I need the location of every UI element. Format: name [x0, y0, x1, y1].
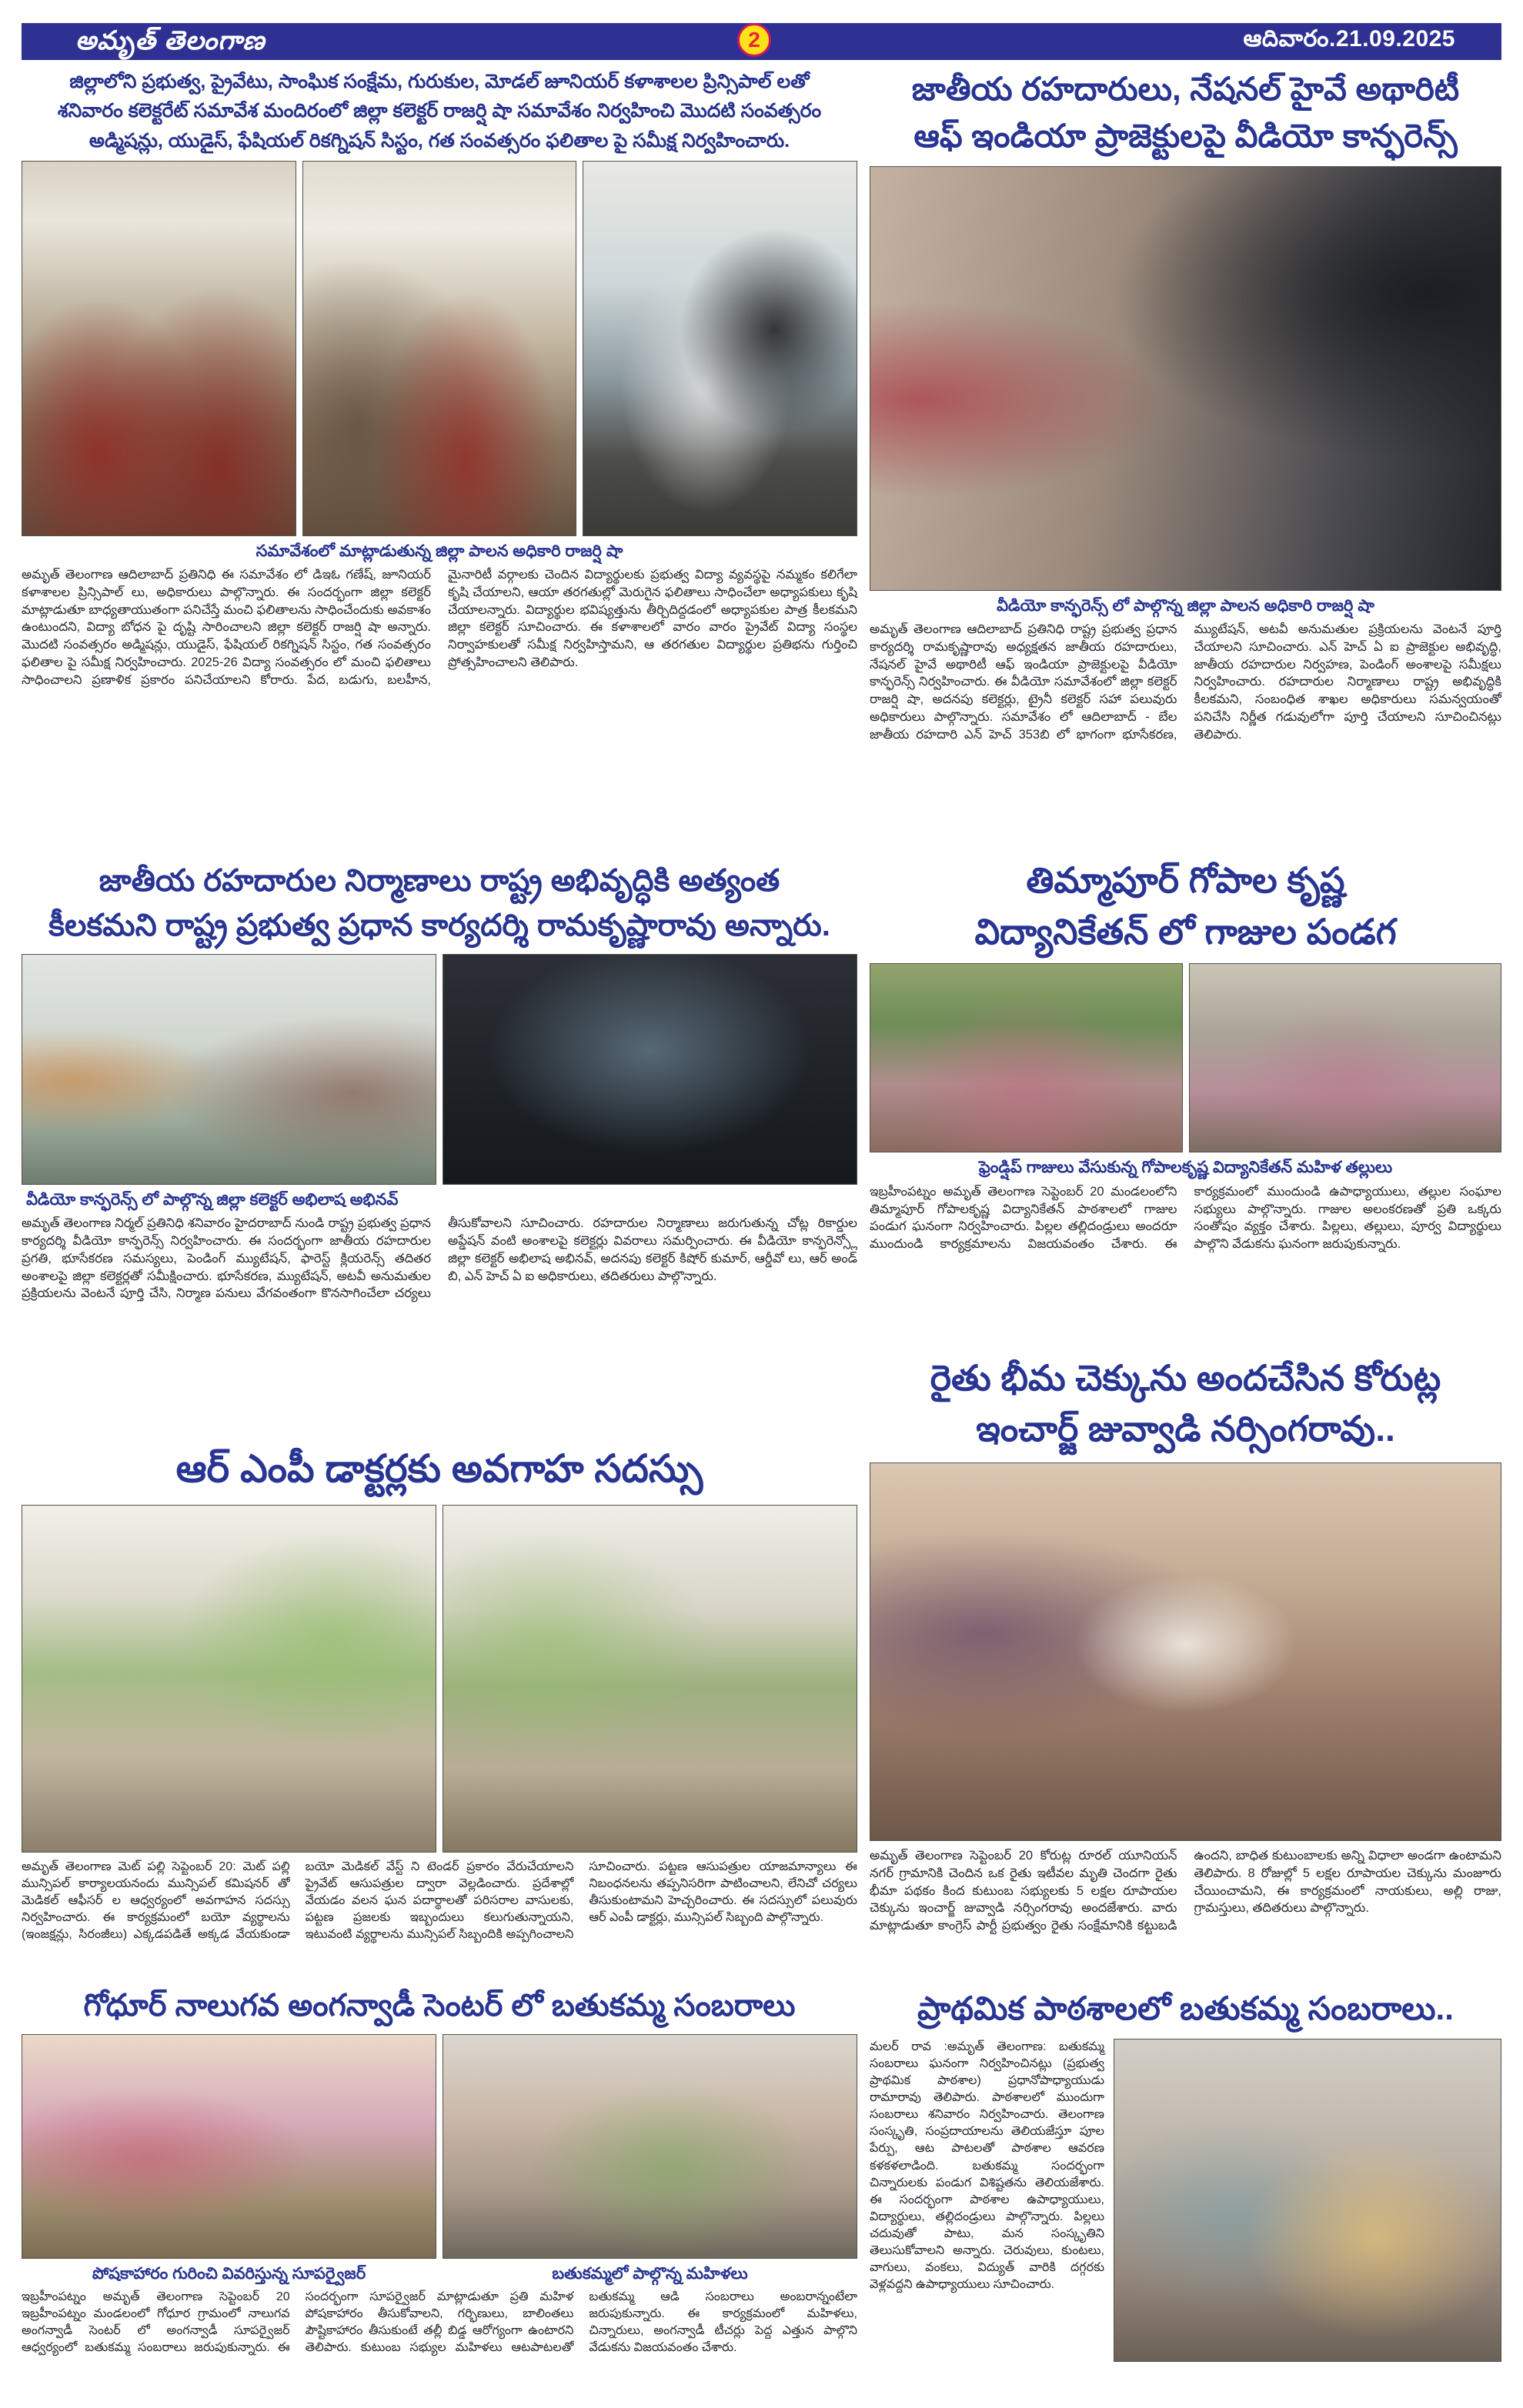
- article-body: అమృత్ తెలంగాణ ఆదిలాబాద్ ప్రతినిధి ఈ సమావేశం లో డిఇఓ గణేష్, జూనియర్ కళాశాలల ప్రిన్సిపాల్ లు, అధికారులు పాల్గొన్నారు. ఈ సందర్భంగా జిల్లా కలెక్టర్ మాట్లాడుతూ బాధ్యతాయుతంగా పనిచేస్తే మంచి ఫలితాలను సాధించేందుకు అవకాశం ఉంటుందని, విద్యా బోధన పై దృష్టి సారించాలని జిల్లా కలెక్టర్ రాజర్షి షా అన్నారు. మొదటి సంవత్సరం అడ్మిషన్లు, యుడైస్, ఫేషియల్ రికగ్నిషన్ సిస్టం, గత సంవత్సరం ఫలితాల పై సమీక్ష నిర్వహించారు. 2025-26 విద్యా సంవత్సరం లో మంచి ఫలితాలు సాధించాలని ప్రణాళిక ప్రకారం పనిచేయాలని కోరారు. పేద, బడుగు, బలహీన, మైనారిటీ వర్గాలకు చెందిన విద్యార్థులకు ప్రభుత్వ విద్యా వ్యవస్థపై నమ్మకం కలిగేలా కృషి చేయాలని, ఆయా తరగతుల్లో మెరుగైన ఫలితాలు సాధించేలా అధ్యాపకులు కృషి చేయాలన్నారు. విద్యార్థుల భవిష్యత్తును తీర్చిదిద్దడంలో అధ్యాపకుల పాత్ర కీలకమని జిల్లా కలెక్టర్ సూచించారు. ఈ కళాశాలలో వారం వారం ప్రైవేట్ విద్యా సంస్థల నిర్వాహకులతో సమీక్ష నిర్వహిస్తామని, ఆ తరగతుల విద్యార్థుల ప్రతిభను గుర్తించి ప్రోత్సహించాలని తెలిపారు.: [22, 568, 857, 687]
- photo-collector-hall-left: [22, 161, 296, 536]
- headline-line: జాతీయ రహదారులు, నేషనల్ హైవే అథారిటీ: [911, 71, 1460, 107]
- headline-line: ఆర్ ఎంపీ డాక్టర్లకు అవగాహ సదస్సు: [175, 1447, 703, 1491]
- photo-bangles-circle: [1189, 963, 1502, 1152]
- page-number-badge: [737, 23, 771, 57]
- photo-caption: సమావేశంలో మాట్లాడుతున్న జిల్లా పాలన అధికారి రాజర్షి షా: [256, 542, 623, 560]
- photo-caption: ఫ్రెండ్షిప్ గాజులు వేసుకున్న గోపాలకృష్ణ విద్యానికేతన్ మహిళ తల్లులు: [978, 1159, 1393, 1177]
- article-body: అమృత్ తెలంగాణ నిర్మల్ ప్రతినిధి శనివారం హైదరాబాద్ నుండి రాష్ట్ర ప్రభుత్వ ప్రధాన కార్యదర్శి వీడియో కాన్ఫరెన్స్ నిర్వహించారు. ఈ సందర్భంగా జాతీయ రహదారుల ప్రగతి, భూసేకరణ సమస్యలు, పెండింగ్ మ్యుటేషన్, ఫారెస్ట్ క్లియరెన్స్ తదితర అంశాలపై జిల్లా కలెక్టర్లతో సమీక్షించారు. భూసేకరణ, మ్యుటేషన్, అటవీ అనుమతుల ప్రక్రియలను వెంటనే పూర్తి చేసి, నిర్మాణ పనులు వేగవంతంగా కొనసాగించేలా చర్యలు తీసుకోవాలని సూచించారు. రహదారుల నిర్మాణాలు జరుగుతున్న చోట్ల రికార్డుల అప్డేషన్ వంటి అంశాలపై కలెక్టర్లు వివరాలు సమర్పించారు. ఈ వీడియో కాన్ఫరెన్స్లో జిల్లా కలెక్టర్ అభిలాష అభినవ్, అదనపు కలెక్టర్ కిషోర్ కుమార్, ఆర్డీవో లు, ఆర్ అండ్ బి, ఎన్ హెచ్ ఏ ఐ అధికారులు, తదితరులు పాల్గొన్నారు.: [22, 1216, 857, 1301]
- right-column: [870, 66, 1501, 2408]
- article-body: ఇబ్రహీంపట్నం అమృత్ తెలంగాణ సెప్టెంబర్ 20 మండలంలోని తిమ్మాపూర్ గోపాలకృష్ణ విద్యానికేతన్ పాఠశాలలో గాజుల పండుగ ఘనంగా నిర్వహించారు. పిల్లల తల్లిదండ్రులు అందరూ ముందుండి కార్యక్రమాలను విజయవంతం చేశారు. ఈ కార్యక్రమంలో ముందుండి ఉపాధ్యాయులు, తల్లుల సంఘాల సభ్యులు పాల్గొన్నారు. గాజుల అలంకరణతో ప్రతి ఒక్కరు సంతోషం వ్యక్తం చేశారు. పిల్లలు, తల్లులు, పూర్వ విద్యార్థులు పాల్గొని వేడుకను ఘనంగా జరుపుకున్నారు.: [870, 1184, 1501, 1252]
- photo-bathukamma-women: [443, 2034, 857, 2259]
- headline-line: విద్యానికేతన్ లో గాజుల పండగ: [974, 911, 1397, 952]
- headline-line: గోధూర్ నాలుగవ అంగన్వాడీ సెంటర్ లో బతుకమ్మ సంబరాలు: [83, 1988, 796, 2023]
- photo-cs-vc-screen: [443, 954, 857, 1185]
- photo-bangles-group: [870, 963, 1183, 1152]
- article-body: ఇబ్రహీంపట్నం అమృత్ తెలంగాణ సెప్టెంబర్ 20 ఇబ్రహీంపట్నం మండలంలో గోధూర గ్రామంలో నాలుగవ అంగన్వాడీ సెంటర్ లో అంగన్వాడీ సూపర్వైజర్ ఆధ్వర్యంలో బతుకమ్మ సంబరాలు జరుపుకున్నారు. ఈ సందర్భంగా సూపర్వైజర్ మాట్లాడుతూ ప్రతి మహిళ పోషకాహారం తీసుకోవాలని, గర్భిణులు, బాలింతలు పౌష్టికాహారం తీసుకుంటే తల్లీ బిడ్డ ఆరోగ్యంగా ఉంటారని తెలిపారు. కుటుంబ సభ్యుల మహిళలు ఆటపాటలతో బతుకమ్మ ఆడి సంబరాలు అంబరాన్నంటేలా జరుపుకున్నారు. ఈ కార్యక్రమంలో మహిళలు, చిన్నారులు, అంగన్వాడీ టీచర్లు పెద్ద ఎత్తున పాల్గొని వేడుకను విజయవంతం చేశారు.: [22, 2290, 857, 2355]
- headline-line: జాతీయ రహదారుల నిర్మాణాలు రాష్ట్ర అభివృద్ధికి అత్యంత: [99, 864, 780, 899]
- lead-line: జిల్లాలోని ప్రభుత్వ, ప్రైవేటు, సాంఘిక సంక్షేమ, గురుకుల, మోడల్ జూనియర్ కళాశాలల ప్రిన్సిపాల్ లతో: [69, 71, 810, 92]
- article-body: అమృత్ తెలంగాణ మెట్ పల్లి సెప్టెంబర్ 20: మెట్ పల్లి మున్సిపల్ కార్యాలయనందు మున్సిపల్ కమిషనర్ తో మెడికల్ ఆఫీసర్ ల ఆధ్వర్యంలో అవగాహన సదస్సు నిర్వహించారు. ఈ కార్యక్రమంలో బయో వ్యర్థాలను (ఇంజక్షన్లు, సిరంజీలు) ఎక్కడపడితే అక్కడ వేయకుండా బయో మెడికల్ వేస్ట్ ని టెండర్ ప్రకారం వేరుచేయాలని ప్రైవేట్ ఆసుపత్రుల ద్వారా వెల్లడించారు. ప్రదేశాల్లో వేయడం వలన ఘన పదార్థాలతో పరిసరాల వాసులకు, పట్టణ ప్రజలకు ఇబ్బందులు కలుగుతున్నాయని, ఇటువంటి వ్యర్థాలను మున్సిపల్ సిబ్బందికి అప్పగించాలని సూచించారు. పట్టణ ఆసుపత్రుల యాజమాన్యాలు ఈ నిబంధనలను తప్పనిసరిగా పాటించాలని, లేనిచో చర్యలు తీసుకుంటామని హెచ్చరించారు. ఈ సదస్సులో పలువురు ఆర్ ఎంపీ డాక్టర్లు, మున్సిపల్ సిబ్బంది పాల్గొన్నారు.: [22, 1859, 857, 1942]
- page-number: 2: [748, 28, 760, 52]
- photo-caption: వీడియో కాన్ఫరెన్స్ లో పాల్గొన్న జిల్లా కలెక్టర్ అభిలాష అభినవ్: [26, 1191, 399, 1209]
- photo-caption: పోషకాహారం గురించి వివరిస్తున్న సూపర్వైజర్: [92, 2264, 366, 2283]
- photo-school-bathukamma: [1114, 2039, 1501, 2362]
- photo-cs-office: [22, 954, 436, 1185]
- photo-rmp-hall-right: [443, 1505, 857, 1853]
- photo-caption: బతుకమ్మలో పాల్గొన్న మహిళలు: [552, 2264, 748, 2283]
- photo-caption: వీడియో కాన్ఫరెన్స్ లో పాల్గొన్న జిల్లా పాలన అధికారి రాజర్షి షా: [997, 596, 1374, 615]
- photo-anganwadi-supervisor: [22, 2034, 436, 2259]
- headline-line: ఇంచార్జ్ జువ్వాడి నర్సింగరావు..: [976, 1409, 1395, 1449]
- lead-line: అడ్మిషన్లు, యుడైస్, ఫేషియల్ రికగ్నిషన్ సిస్టం, గత సంవత్సరం ఫలితాల పై సమీక్ష నిర్వహించారు.: [89, 129, 790, 152]
- headline-line: తిమ్మాపూర్ గోపాల కృష్ణ: [1026, 860, 1345, 901]
- headline-line: ప్రాథమిక పాఠశాలలో బతుకమ్మ సంబరాలు..: [917, 1990, 1454, 2027]
- photo-nh-vc-room: [870, 166, 1501, 591]
- article-rythu-bheema-cheque: [870, 1352, 1501, 1976]
- lead-line: శనివారం కలెక్టరేట్ సమావేశ మందిరంలో జిల్లా కలెక్టర్ రాజర్షి షా సమావేశం నిర్వహించి మొదటి సంవత్సరం: [57, 100, 822, 122]
- headline-line: ఆఫ్ ఇండియా ప్రాజెక్టులపై వీడియో కాన్ఫరెన్స్: [913, 117, 1458, 154]
- photo-rmp-hall-left: [22, 1505, 436, 1853]
- article-body: మలర్ రావ :అమృత్ తెలంగాణ: బతుకమ్మ సంబరాలు ఘనంగా నిర్వహించినట్లు (ప్రభుత్వ ప్రాథమిక పాఠశాల) ప్రధానోపాధ్యాయుడు రామారావు తెలిపారు. పాఠశాలలో ముందుగా సంబరాలు శనివారం నిర్వహించారు. తెలంగాణ సంస్కృతి, సంప్రదాయాలను తెలియజేస్తూ పూల పేర్పు, ఆట పాటలతో పాఠశాల ఆవరణ కళకళలాడింది. బతుకమ్మ సందర్భంగా చిన్నారులకు పండుగ విశిష్టతను తెలియజేశారు. ఈ సందర్భంగా పాఠశాల ఉపాధ్యాయులు, విద్యార్థులు, తల్లిదండ్రులు పాల్గొన్నారు. పిల్లలు చదువుతో పాటు, మన సంస్కృతిని తెలుసుకోవాలని అన్నారు. చెరువులు, కుంటలు, వాగులు, వంకలు, విద్యుత్ వారికి దగ్గరకు వెళ్లవద్దని ఉపాధ్యాయులు సూచించారు.: [870, 2040, 1104, 2292]
- article-school-bathukamma: [870, 1986, 1501, 2362]
- left-column: [22, 66, 857, 2408]
- article-cs-roads: [22, 859, 857, 1432]
- edition-date: ఆదివారం.21.09.2025: [1243, 25, 1455, 52]
- article-bangles-festival: [870, 855, 1501, 1343]
- headline-line: రైతు భీమ చెక్కును అందచేసిన కోరుట్ల: [930, 1357, 1441, 1398]
- headline-line: కీలకమని రాష్ట్ర ప్రభుత్వ ప్రధాన కార్యదర్శి రామకృష్ణారావు అన్నారు.: [48, 909, 830, 943]
- article-collector-review: [22, 68, 857, 849]
- article-nh-video-conference: [870, 66, 1501, 845]
- article-rmp-awareness: [22, 1441, 857, 1974]
- masthead: [22, 23, 1501, 60]
- photo-collector-hall-center: [302, 161, 577, 536]
- article-body: అమృత్ తెలంగాణ సెప్టెంబర్ 20 కోరుట్ల రూరల్ యూనియన్ నగర్ గ్రామానికి చెందిన ఒక రైతు ఇటీవల మృతి చెందగా రైతు భీమా పథకం కింద కుటుంబ సభ్యులకు 5 లక్షల రూపాయల చెక్కును ఇంచార్జ్ జువ్వాడి నర్సింగరావు అందజేశారు. వారు మాట్లాడుతూ కాంగ్రెస్ పార్టీ ప్రభుత్వం రైతు సంక్షేమానికి కట్టుబడి ఉందని, బాధిత కుటుంబాలకు అన్ని విధాలా అండగా ఉంటామని తెలిపారు. 8 రోజుల్లో 5 లక్షల రూపాయల చెక్కును మంజూరు చేయించామని, ఈ కార్యక్రమంలో నాయకులు, అల్లి రాజు, గ్రామస్తులు, తదితరులు పాల్గొన్నారు.: [870, 1849, 1501, 1933]
- paper-name: అమృత్ తెలంగాణ: [75, 26, 266, 56]
- article-godhur-bathukamma: [22, 1983, 857, 2408]
- photo-cheque-handover: [870, 1462, 1501, 1841]
- article-body: అమృత్ తెలంగాణ ఆదిలాబాద్ ప్రతినిధి రాష్ట్ర ప్రభుత్వ ప్రధాన కార్యదర్శి రామకృష్ణారావు అధ్యక్షతన జాతీయ రహదారులు, నేషనల్ హైవే అథారిటీ ఆఫ్ ఇండియా ప్రాజెక్టులపై వీడియో కాన్ఫరెన్స్ నిర్వహించారు. ఈ వీడియో సమావేశంలో జిల్లా కలెక్టర్ రాజర్షి షా, అదనపు కలెక్టర్లు, ట్రైనీ కలెక్టర్ సహా పలువురు అధికారులు పాల్గొన్నారు. సమావేశం లో ఆదిలాబాద్ - బేల జాతీయ రహదారి ఎన్ హెచ్ 353బి లో భాగంగా భూసేకరణ, మ్యుటేషన్, అటవీ అనుమతుల ప్రక్రియలను వెంటనే పూర్తి చేయాలని సూచించారు. ఎన్ హెచ్ ఏ ఐ ప్రాజెక్టుల అభివృద్ధి, జాతీయ రహదారుల నిర్వహణ, పెండింగ్ అంశాలపై సమీక్షలు నిర్వహించారు. రహదారుల నిర్మాణాలు రాష్ట్ర అభివృద్ధికి కీలకమని, సంబంధిత శాఖల అధికారులు సమన్వయంతో పనిచేసి నిర్ణీత గడువులోగా పూర్తి చేయాలని సూచించినట్లు తెలిపారు.: [870, 622, 1501, 742]
- photo-collector-desk: [583, 161, 857, 536]
